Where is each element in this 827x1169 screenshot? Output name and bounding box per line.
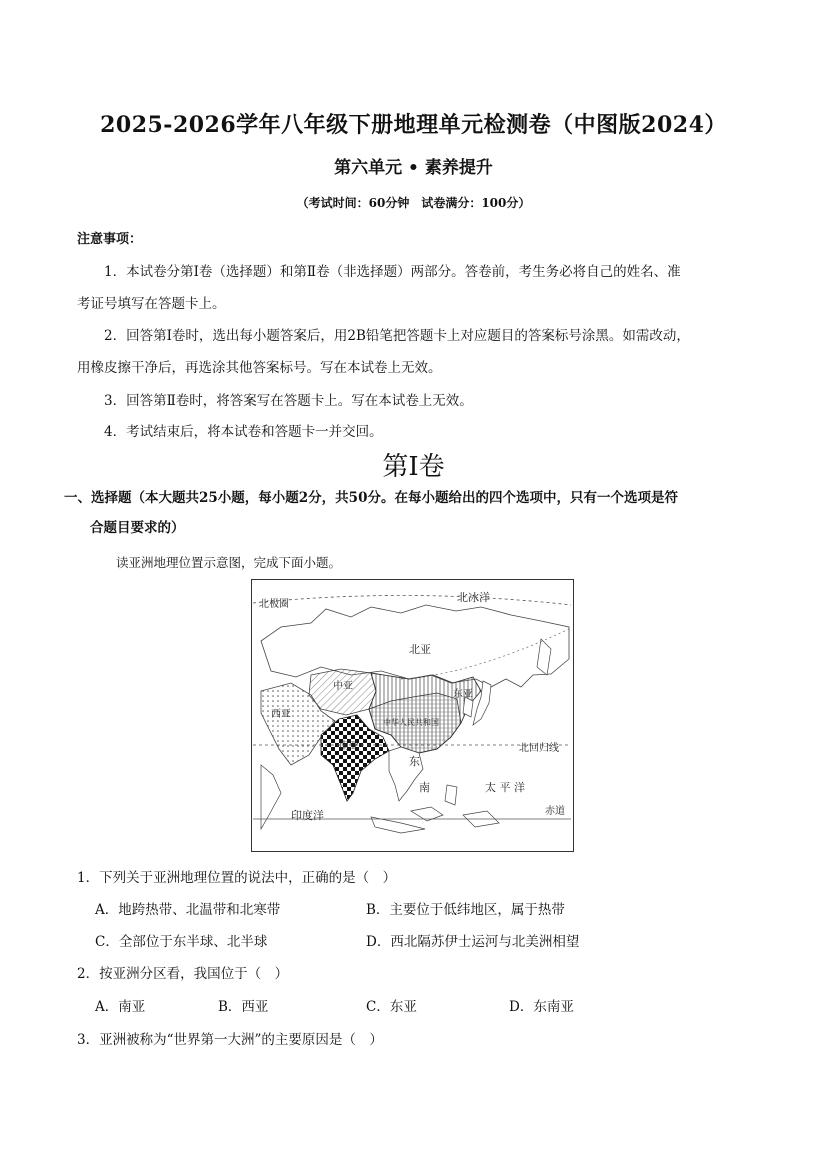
section-heading-cont: 合题目要求的） <box>90 520 185 536</box>
label-north-asia: 北亚 <box>409 643 431 656</box>
southeast-asia-islands-2 <box>445 785 457 805</box>
question-2-option-c[interactable]: C．东亚 <box>366 999 417 1015</box>
korea-peninsula <box>463 697 473 717</box>
label-west-asia: 西亚 <box>271 709 291 720</box>
question-1-option-a[interactable]: A．地跨热带、北温带和北寒带 <box>95 902 281 918</box>
question-1-stem: 1．下列关于亚洲地理位置的说法中，正确的是（ ） <box>77 870 397 886</box>
section-heading: 一、选择题（本大题共25小题，每小题2分，共50分。在每小题给出的四个选项中，只有一个选项是符 <box>64 490 678 506</box>
volume-title: 第Ⅰ卷 <box>382 452 445 482</box>
notice-title: 注意事项： <box>77 232 143 247</box>
notice-line: 4．考试结束后，将本试卷和答题卡一并交回。 <box>104 424 383 440</box>
question-2-stem: 2．按亚洲分区看，我国位于（ ） <box>77 966 289 982</box>
unit-subtitle: 第六单元 • 素养提升 <box>334 158 493 178</box>
notice-line: 用橡皮擦干净后，再选涂其他答案标号。写在本试卷上无效。 <box>77 360 442 376</box>
exam-info: （考试时间：60分钟 试卷满分：100分） <box>296 196 531 210</box>
map-instruction: 读亚洲地理位置示意图，完成下面小题。 <box>116 555 342 570</box>
label-east-asia: 东亚 <box>453 689 473 700</box>
label-south-asia: 南亚 <box>339 741 359 752</box>
label-arctic-ocean: 北冰洋 <box>457 591 490 604</box>
notice-line: 考证号填写在答题卡上。 <box>77 296 226 312</box>
question-1-option-d[interactable]: D．西北隔苏伊士运河与北美洲相望 <box>366 934 580 950</box>
label-indian-ocean: 印度洋 <box>291 809 324 822</box>
question-2-option-d[interactable]: D．东南亚 <box>509 999 574 1015</box>
label-pacific: 太 平 洋 <box>485 781 525 794</box>
label-southeast-1: 东 <box>409 755 420 768</box>
question-1-option-b[interactable]: B．主要位于低纬地区，属于热带 <box>366 902 565 918</box>
label-china: 中华人民共和国 <box>383 718 439 727</box>
label-tropic: 北回归线 <box>519 743 559 754</box>
exam-title: 2025-2026学年八年级下册地理单元检测卷（中图版2024） <box>100 112 727 138</box>
notice-line: 1．本试卷分第Ⅰ卷（选择题）和第Ⅱ卷（非选择题）两部分。答卷前，考生务必将自己的姓名、准 <box>104 264 681 280</box>
notice-line: 2．回答第Ⅰ卷时，选出每小题答案后，用2B铅笔把答题卡上对应题目的答案标号涂黑。如需改动， <box>104 328 690 344</box>
notice-line: 3．回答第Ⅱ卷时，将答案写在答题卡上。写在本试卷上无效。 <box>104 393 473 409</box>
question-2-option-a[interactable]: A．南亚 <box>95 999 146 1015</box>
asia-location-map <box>251 579 574 852</box>
question-3-stem: 3．亚洲被称为“世界第一大洲”的主要原因是（ ） <box>77 1032 383 1048</box>
label-equator: 赤道 <box>545 806 565 817</box>
label-central-asia: 中亚 <box>333 681 353 692</box>
label-southeast-2: 南 <box>419 781 430 794</box>
question-2-option-b[interactable]: B．西亚 <box>218 999 269 1015</box>
label-arctic-circle: 北极圈 <box>259 599 289 610</box>
question-1-option-c[interactable]: C．全部位于东半球、北半球 <box>95 934 268 950</box>
